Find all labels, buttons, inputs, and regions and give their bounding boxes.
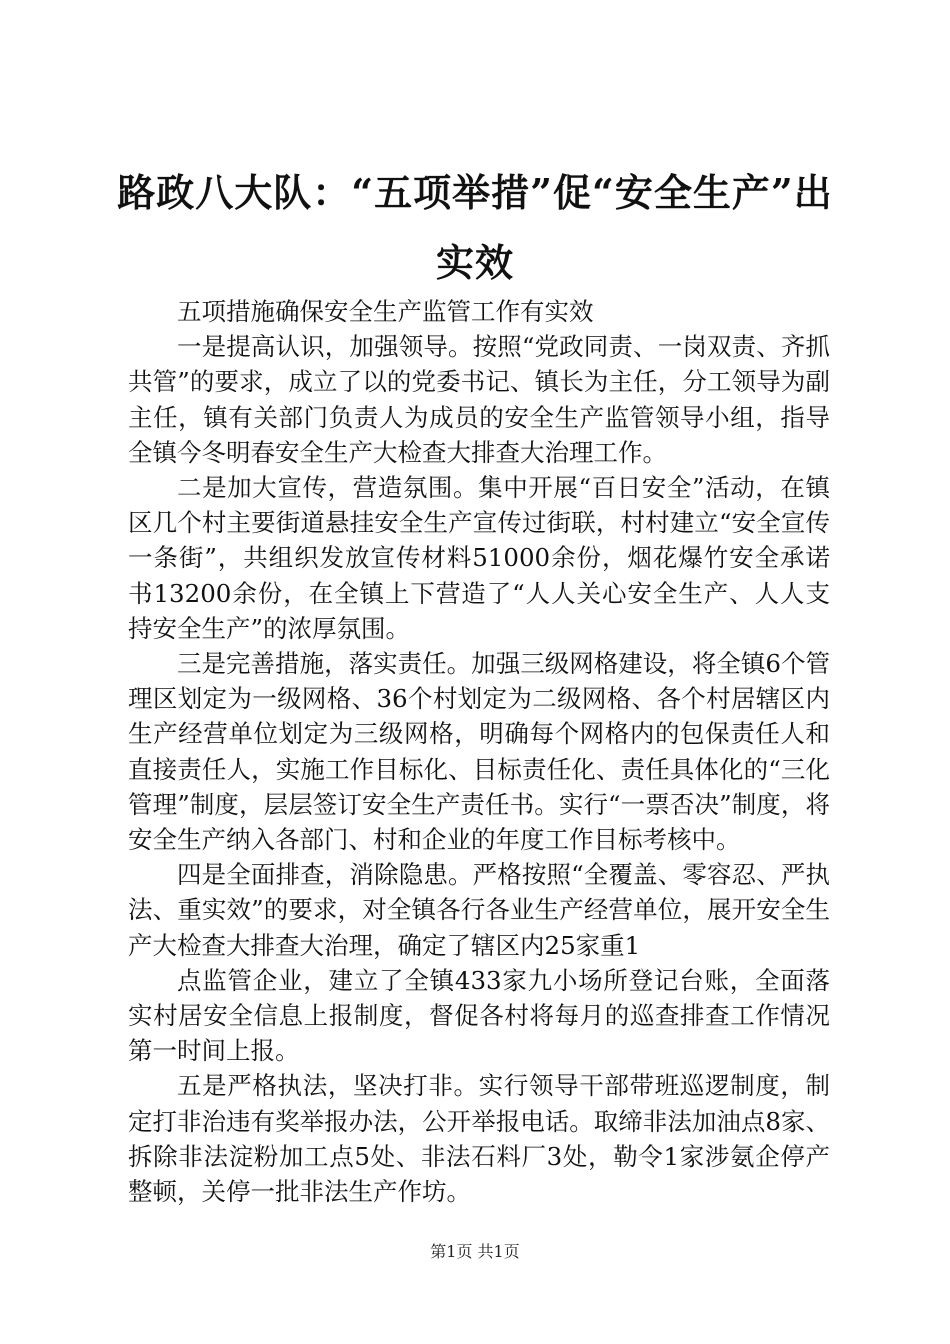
document-body — [128, 294, 830, 1209]
paragraph-measure-2: 二是加大宣传，营造氛围。集中开展“百日安全”活动，在镇区几个村主要街道悬挂安全生产宣传过街联，村村建立“安全宣传一条街”，共组织发放宣传材料51000余份，烟花爆竹安全承诺书13200余份，在全镇上下营造了“人人关心安全生产、人人支持安全生产”的浓厚氛围。 — [128, 473, 830, 643]
document-title: 路政八大队：“五项举措”促“安全生产”出实效 — [117, 170, 833, 285]
paragraph-measure-4-continued: 点监管企业，建立了全镇433家九小场所登记台账，全面落实村居安全信息上报制度，督促各村将每月的巡查排查工作情况第一时间上报。 — [128, 965, 830, 1066]
paragraph-measure-3: 三是完善措施，落实责任。加强三级网格建设，将全镇6个管理区划定为一级网格、36个村划定为二级网格、各个村居辖区内生产经营单位划定为三级网格，明确每个网格内的包保责任人和直接责任人，实施工作目标化、目标责任化、责任具体化的“三化管理”制度，层层签订安全生产责任书。实行“一票否决”制度，将安全生产纳入各部门、村和企业的年度工作目标考核中。 — [128, 649, 830, 855]
paragraph-measure-4: 四是全面排查，消除隐患。严格按照“全覆盖、零容忍、严执法、重实效”的要求，对全镇各行各业生产经营单位，展开安全生产大检查大排查大治理，确定了辖区内25家重1 — [128, 860, 830, 960]
paragraph-measure-5: 五是严格执法，坚决打非。实行领导干部带班巡逻制度，制定打非治违有奖举报办法，公开举报电话。取缔非法加油点8家、拆除非法淀粉加工点5处、非法石料厂3处，勒令1家涉氨企停产整顿，关停一批非法生产作坊。 — [128, 1071, 830, 1207]
page-number-footer: 第1页 共1页 — [430, 1242, 520, 1261]
paragraph-measure-1: 一是提高认识，加强领导。按照“党政同责、一岗双责、齐抓共管”的要求，成立了以的党委书记、镇长为主任，分工领导为副主任，镇有关部门负责人为成员的安全生产监管领导小组，指导全镇今冬明春安全生产大检查大排查大治理工作。 — [128, 332, 830, 467]
paragraph-subtitle: 五项措施确保安全生产监管工作有实效 — [177, 297, 594, 326]
